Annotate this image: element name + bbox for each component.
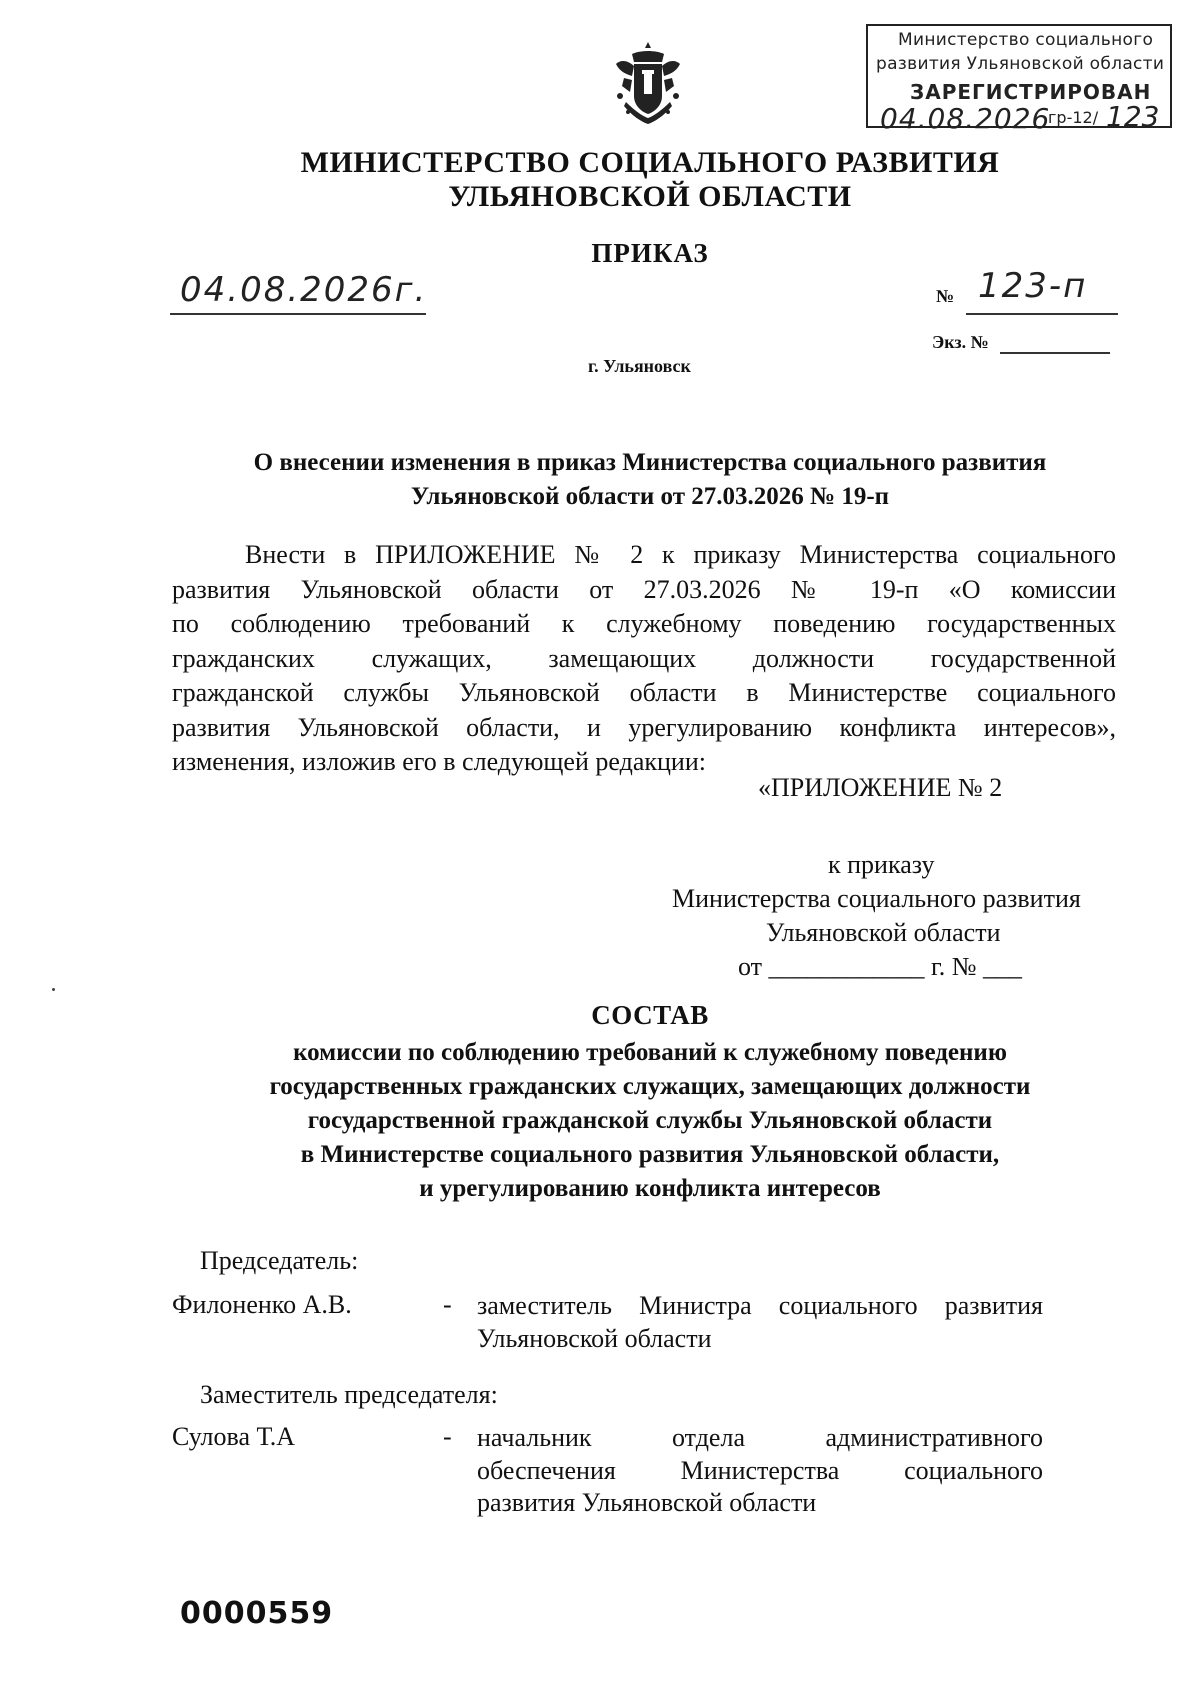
order-title-line1: О внесении изменения в приказ Министерства социального развития [253,449,1047,476]
stamp-border [866,24,868,128]
appendix-line2: Министерства социального развития [672,884,1081,913]
stamp-border [1170,24,1172,128]
composition-subtitle-line: государственной гражданской службы Ульяновской области [307,1107,993,1134]
ministry-name-line1: МИНИСТЕРСТВО СОЦИАЛЬНОГО РАЗВИТИЯ [300,146,1000,179]
appendix-line1: к приказу [828,850,935,879]
document-code: 0000559 [180,1596,334,1631]
chair-dash: - [443,1290,452,1319]
copy-number-underline [1000,352,1110,354]
number-label: № [936,286,955,306]
ministry-name-line2: УЛЬЯНОВСКОЙ ОБЛАСТИ [448,180,852,213]
order-body [172,538,1116,780]
body-line: гражданских служащих, замещающих должности государственной [172,643,1116,673]
deputy-position [477,1422,1043,1520]
stamp-region: развития Ульяновской области [876,54,1165,74]
appendix-line3: Ульяновской области [766,918,1001,947]
order-number: 123-п [978,266,1088,306]
composition-subtitle-line: и урегулированию конфликта интересов [419,1175,881,1202]
position-line: развития Ульяновской области [477,1488,817,1517]
position-line: заместитель Министра социального развития [477,1291,1043,1320]
body-line: развития Ульяновской области от 27.03.2026 № 19-п «О комиссии [172,574,1116,604]
stamp-status: ЗАРЕГИСТРИРОВАН [910,80,1152,104]
composition-heading: СОСТАВ [591,1000,709,1030]
scan-speck [52,988,55,991]
body-line: по соблюдению требований к служебному поведению государственных [172,609,1116,638]
composition-subtitle-line: в Министерстве социального развития Ульяновской области, [300,1141,1000,1168]
chair-name: Филоненко А.В. [172,1290,352,1319]
appendix-title: «ПРИЛОЖЕНИЕ № 2 [758,773,1003,802]
composition-subtitle-line: комиссии по соблюдению требований к служебному поведению [293,1039,1007,1066]
document-type: ПРИКАЗ [591,238,709,268]
city: г. Ульяновск [588,356,691,376]
stamp-date: 04.08.2026 [880,102,1051,135]
date-underline [170,313,426,315]
order-title-line2: Ульяновской области от 27.03.2026 № 19-п [410,483,890,510]
position-line: обеспечения Министерства социального [477,1455,1043,1485]
stamp-reg-prefix: гр-12/ [1048,108,1099,127]
number-underline [966,313,1118,315]
stamp-border [866,24,1172,26]
copy-number-label: Экз. № [932,332,989,352]
appendix-line4: от ____________ г. № ___ [738,952,1023,981]
position-line: Ульяновской области [477,1323,712,1353]
deputy-dash: - [443,1422,452,1451]
body-line: Внести в ПРИЛОЖЕНИЕ № 2 к приказу Министерства социального [245,540,1116,569]
order-date: 04.08.2026г. [180,270,428,310]
deputy-label: Заместитель председателя: [200,1380,498,1409]
stamp-reg-number: 123 [1106,100,1160,133]
chair-position [477,1290,1043,1355]
deputy-name: Сулова Т.А [172,1422,296,1451]
body-line: гражданской службы Ульяновской области в Министерстве социального [172,678,1116,707]
coat-of-arms-icon [602,36,694,128]
registration-stamp [860,24,1172,134]
chair-label: Председатель: [200,1246,359,1275]
body-line: изменения, изложив его в следующей редакции: [172,747,706,776]
stamp-ministry: Министерство социального [898,30,1154,50]
body-line: развития Ульяновской области, и урегулированию конфликта интересов», [172,712,1116,742]
position-line: начальник отдела административного [477,1423,1043,1452]
composition-subtitle-line: государственных гражданских служащих, замещающих должности [269,1073,1031,1100]
